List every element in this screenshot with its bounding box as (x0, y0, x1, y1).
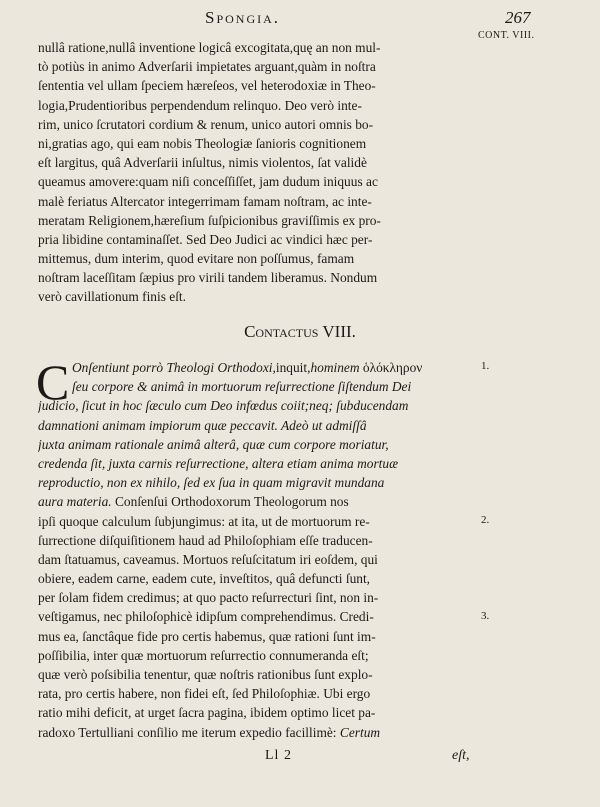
text-line: mittemus, dum interim, quod evitare non poſſumus, famam (38, 251, 355, 267)
roman-segment: obiere, eadem carne, eadem cute, inveſtitos, quâ defuncti ſunt, (38, 571, 371, 587)
text-line: tò potiùs in animo Adverſarii impietates arguant,quàm in noſtra (38, 59, 376, 75)
text-line (38, 627, 476, 646)
text-line: queamus amovere:quam niſi conceſſiſſet, jam dudum iniquus ac (38, 174, 378, 190)
text-line (38, 588, 476, 607)
text-line: pria libidine contaminaſſet. Sed Deo Judici ac vindici hæc per- (38, 231, 373, 247)
text-line (38, 531, 476, 550)
text-line: rim, unico ſcrutatori cordium & renum, unico autori omnis bo- (38, 116, 374, 132)
text-line (38, 550, 476, 569)
text-line: ſententia vel ullam ſpeciem hæreſeos, vel heterodoxiæ in Theo- (38, 78, 376, 94)
text-line (38, 723, 476, 742)
text-line: meratam Religionem,hæreſium ſuſpicionibus graviſſimis ex pro- (38, 212, 381, 228)
roman-segment: rata, pro certis habere, non fidei eſt, ſed Philoſophiæ. Ubi ergo (38, 686, 371, 702)
italic-segment: Onſentiunt porrò Theologi Orthodoxi, (72, 360, 276, 375)
roman-segment: ſurrectione diſquiſitionem haud ad Philoſophiam eſſe traducen- (38, 532, 373, 548)
margin-note: 2. (481, 513, 490, 526)
text-line: malè feriatus Altercator integerrimam famam noſtram, ac inte- (38, 193, 372, 209)
text-line (38, 416, 476, 435)
roman-segment: veſtigamus, nec philoſophicè idipſum comprehendimus. Credi- (38, 609, 374, 625)
text-line (38, 358, 476, 377)
paragraph-2 (36, 354, 476, 742)
text-line: noſtram laceſſitam ſæpius pro virili tandem liberamus. Nondum (38, 270, 378, 286)
text-line: ni,gratias ago, qui eam nobis Theologiæ ſanioris cognitionem (38, 135, 367, 151)
roman-segment: inquit, (275, 360, 311, 375)
text-line (38, 607, 476, 626)
italic-segment: ſeu corpore & animâ in mortuorum reſurrectione ſiſtendum Dei (72, 379, 412, 395)
text-line: eſt largitus, quâ Adverſarii inſultus, nimis violentos, ſat validè (38, 155, 367, 171)
roman-segment: dam ſtatuamus, caveamus. Mortuos reſuſcitatum iri eoſdem, qui (38, 551, 378, 567)
margin-section-label: CONT. VIII. (478, 30, 535, 41)
page-header (0, 6, 600, 32)
section-heading: Contactus VIII. (244, 322, 356, 341)
italic-segment: reproductio, non ex nihilo, ſed ex ſua in quam migravit mundana (38, 475, 385, 491)
text-line (38, 703, 476, 722)
text-line (38, 684, 476, 703)
text-line (38, 454, 476, 473)
text-line (38, 435, 476, 454)
text-line: logia,Prudentioribus perpendendum relinquo. Deo verò inte- (38, 97, 362, 113)
text-line (38, 473, 476, 492)
margin-note: 1. (481, 360, 490, 372)
catchword: eſt, (452, 748, 470, 763)
page-number: 267 (505, 8, 531, 27)
drop-capital: C (36, 354, 70, 410)
text-line (38, 396, 476, 415)
italic-segment: Certum (339, 724, 381, 740)
italic-segment: juxta animam rationale animâ alterâ, quæ cum corpore moriatur, (38, 436, 389, 452)
roman-segment: Conſenſui Orthodoxorum Theologorum nos (111, 494, 349, 510)
signature-mark: Ll 2 (265, 748, 292, 763)
italic-segment: hominem (310, 360, 360, 375)
text-line (38, 512, 476, 531)
paragraph-1 (38, 38, 476, 307)
margin-note: 3. (481, 609, 490, 622)
roman-segment: ὁλόκληρον (359, 360, 423, 375)
roman-segment: ratio mihi deficit, at urget ſacra pagina, ibidem optimo licet pa- (38, 705, 376, 721)
text-line: verò cavillationum finis eſt. (38, 289, 187, 305)
running-title: Spongia. (205, 8, 281, 27)
roman-segment: ipſi quoque calculum ſubjungimus: at ita, ut de mortuorum re- (38, 513, 370, 529)
roman-segment: radoxo Tertulliani conſilio me iterum expedio facillimè: (38, 724, 340, 740)
italic-segment: credenda ſit, juxta carnis reſurrectione, altera etiam anima mortuæ (38, 455, 399, 471)
roman-segment: poſſibilia, inter quæ mortuorum reſurrectio connumeranda eſt; (38, 647, 369, 663)
roman-segment: mus ea, ſanctâque fide pro certis habemus, quæ rationi ſunt im- (38, 628, 376, 644)
text-line (38, 377, 476, 396)
text-line (38, 646, 476, 665)
text-line (38, 569, 476, 588)
italic-segment: judicio, ſicut in hoc ſæculo cum Deo infœdus coiit;neq; ſubducendam (38, 398, 409, 414)
roman-segment: per ſolam fidem credimus; at quo pacto reſurrecturi ſint, non in- (38, 590, 379, 606)
italic-segment: aura materia. (38, 494, 112, 510)
italic-segment: damnationi animam impiorum quæ peccavit. Adeò ut admiſſâ (38, 417, 367, 433)
text-line: nullâ ratione,nullâ inventione logicâ excogitata,quę an non mul- (38, 40, 381, 55)
roman-segment: quæ verò poſsibilia tenentur, quæ noſtris rationibus ſunt explo- (38, 667, 373, 682)
text-line (38, 665, 476, 684)
text-line (38, 492, 476, 511)
